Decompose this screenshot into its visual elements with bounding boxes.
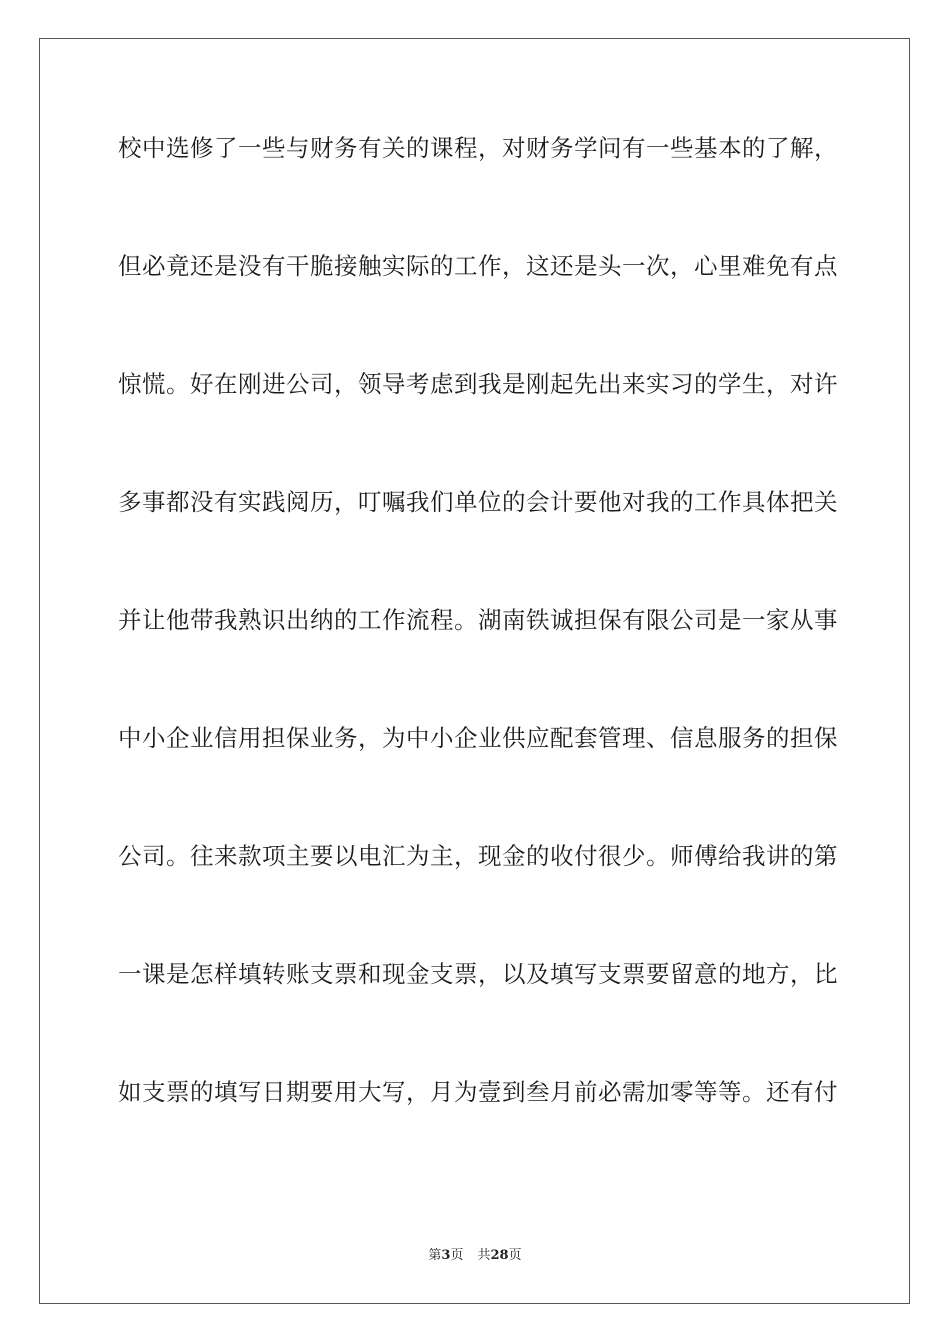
text-line: 惊慌。好在刚进公司，领导考虑到我是刚起先出来实习的学生，对许 xyxy=(118,370,838,398)
body-text xyxy=(118,124,838,1186)
page-suffix: 页 xyxy=(450,1248,464,1263)
page-number: 3 xyxy=(441,1248,451,1263)
total-suffix: 页 xyxy=(508,1248,522,1263)
text-line: 中小企业信用担保业务，为中小企业供应配套管理、信息服务的担保 xyxy=(118,724,838,752)
text-line: 公司。往来款项主要以电汇为主，现金的收付很少。师傅给我讲的第 xyxy=(118,842,838,870)
text-line: 多事都没有实践阅历，叮嘱我们单位的会计要他对我的工作具体把关 xyxy=(118,488,838,516)
text-line: 但必竟还是没有干脆接触实际的工作，这还是头一次，心里难免有点 xyxy=(118,252,838,280)
total-pages: 28 xyxy=(490,1248,509,1263)
text-line: 一课是怎样填转账支票和现金支票，以及填写支票要留意的地方，比 xyxy=(118,960,838,988)
total-prefix: 共 xyxy=(477,1248,491,1263)
text-line: 如支票的填写日期要用大写，月为壹到叁月前必需加零等等。还有付 xyxy=(118,1078,838,1106)
page-prefix: 第 xyxy=(428,1248,442,1263)
text-line: 校中选修了一些与财务有关的课程，对财务学问有一些基本的了解， xyxy=(118,134,838,162)
text-line: 并让他带我熟识出纳的工作流程。湖南铁诚担保有限公司是一家从事 xyxy=(118,606,838,634)
page-footer xyxy=(0,1248,950,1264)
